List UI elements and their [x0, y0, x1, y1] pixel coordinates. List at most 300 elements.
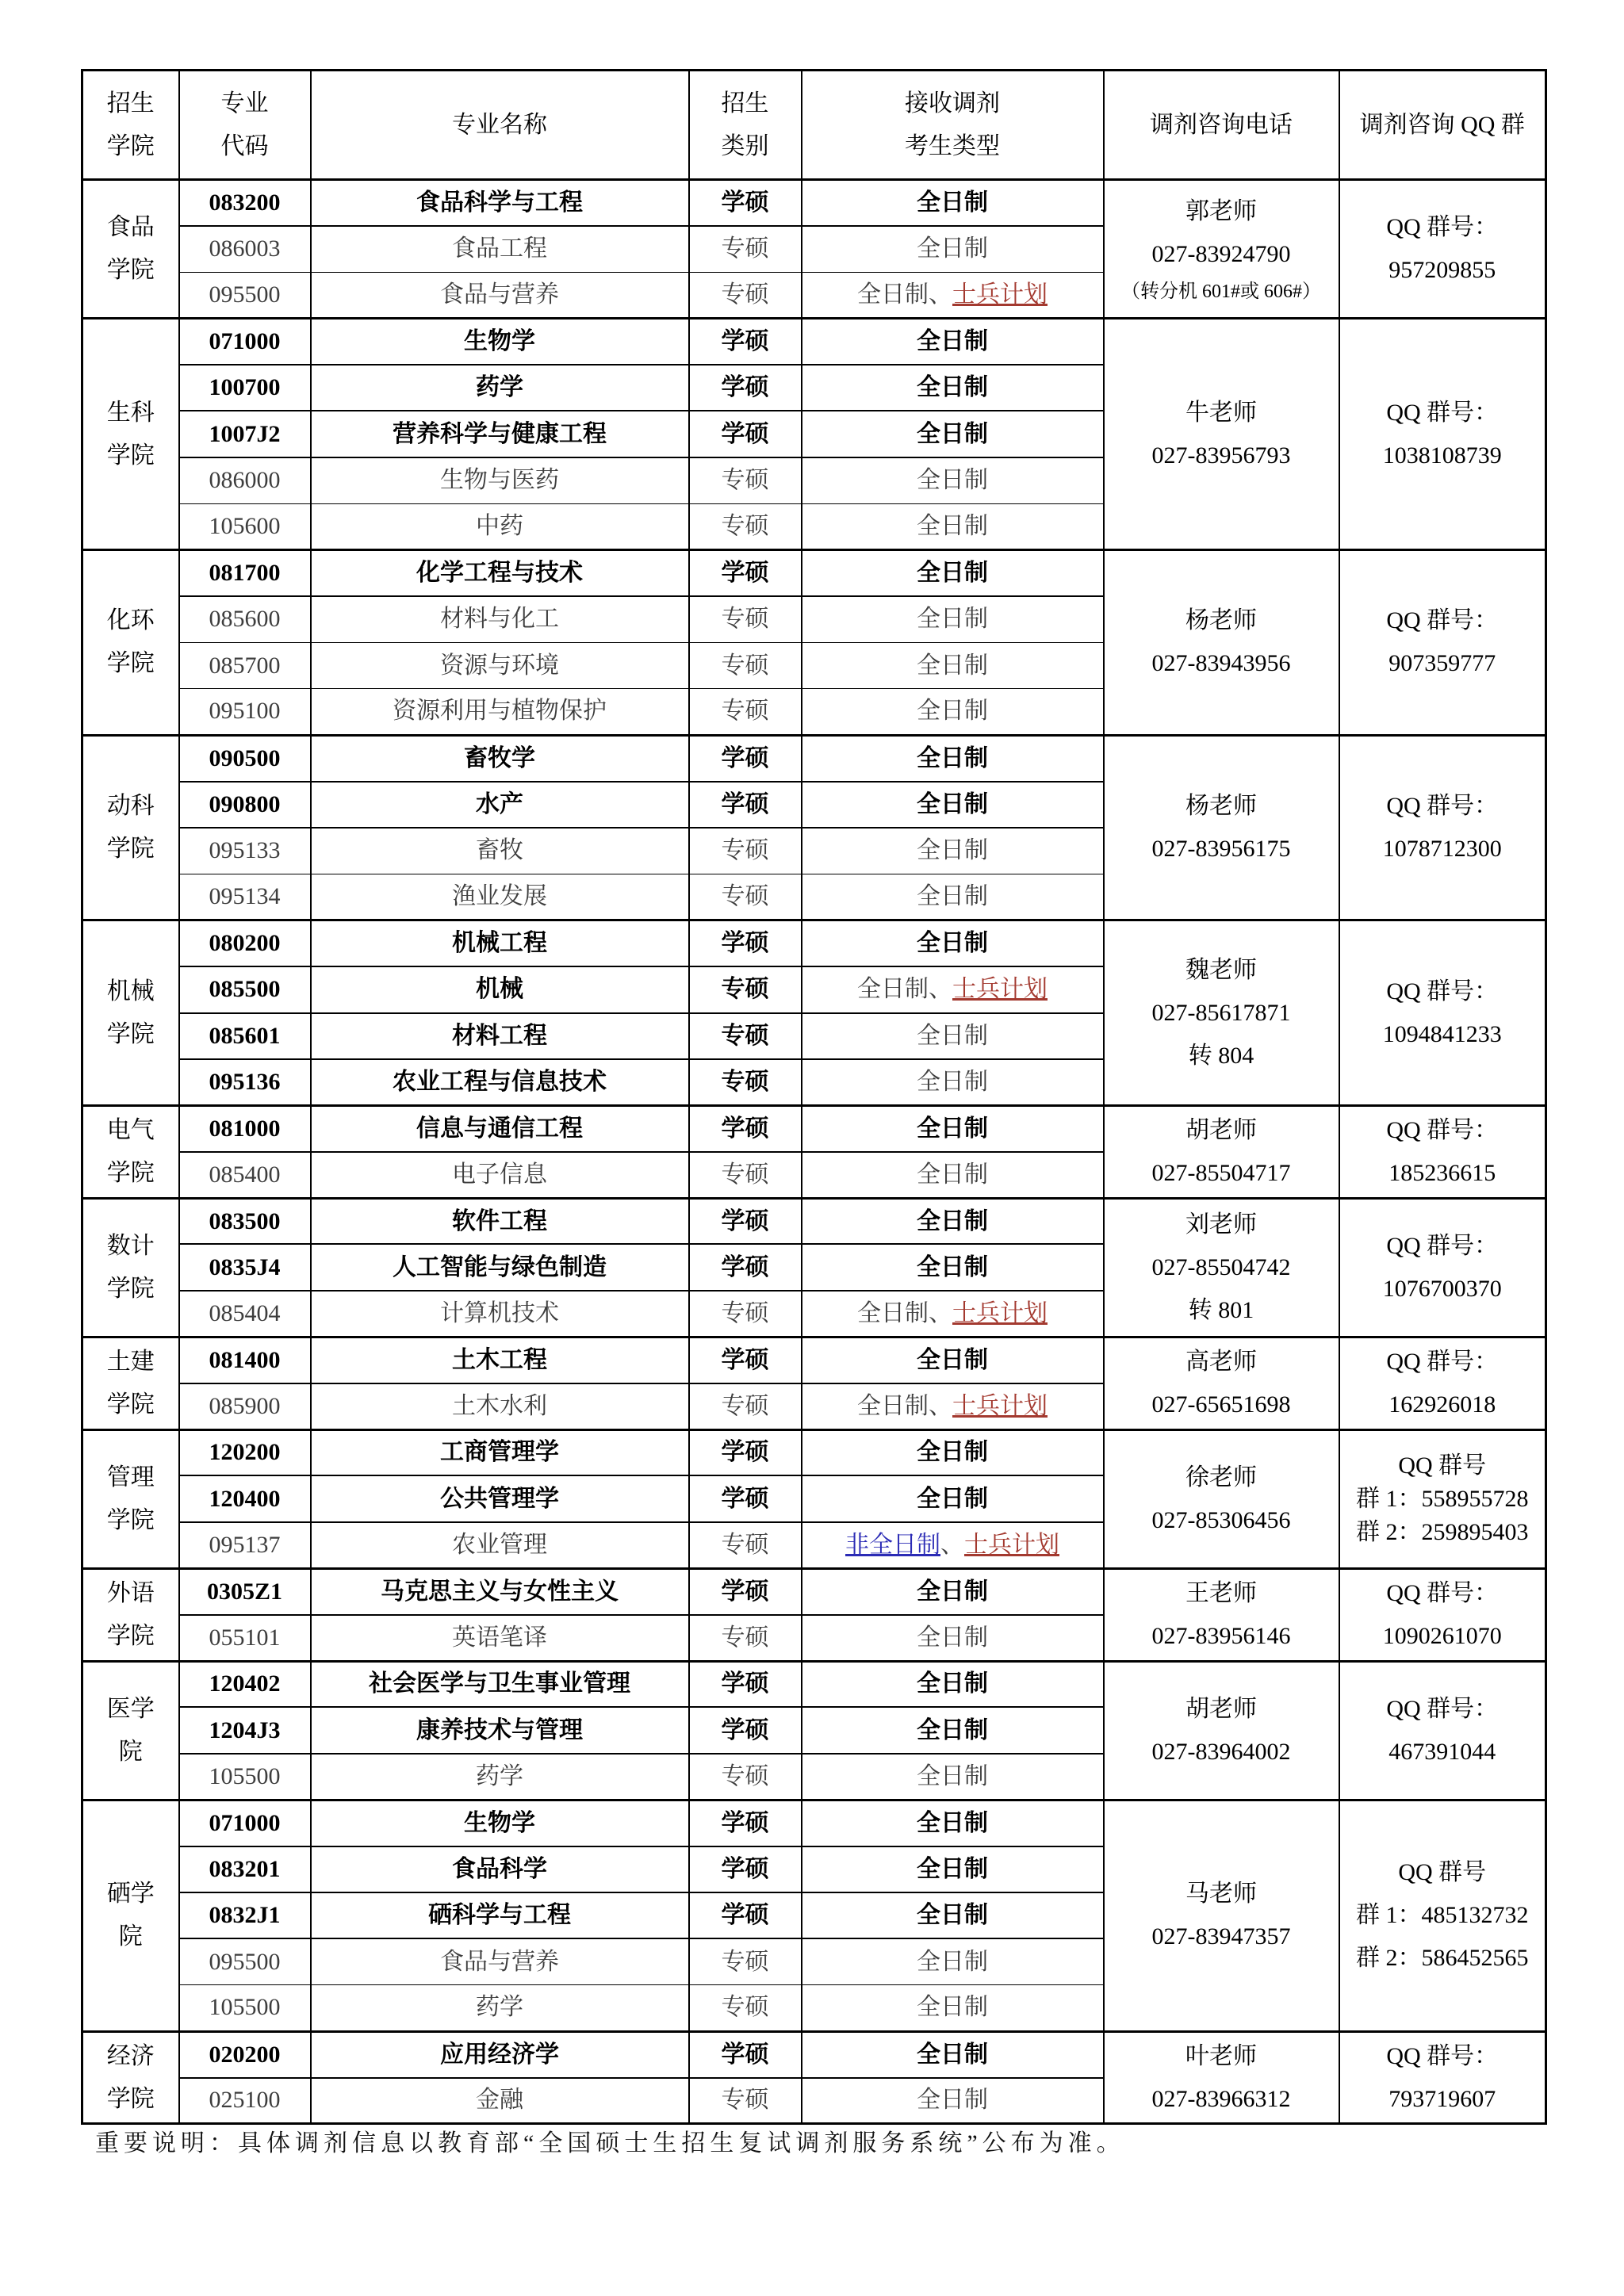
major-name: 软件工程: [311, 1198, 689, 1244]
admission-mode: [802, 1475, 1104, 1521]
major-category: 专硕: [689, 1615, 802, 1661]
major-name: 生物学: [311, 1800, 689, 1846]
qq-line: QQ 群号：: [1386, 1695, 1499, 1722]
major-code: 081000: [179, 1105, 311, 1151]
table-row: [82, 1800, 1546, 1846]
major-code: 083200: [179, 180, 311, 226]
college-name-line: 院: [118, 1923, 143, 1950]
major-code: 095134: [179, 874, 311, 920]
soldier-plan-link[interactable]: 士兵计划: [952, 976, 1048, 1003]
college-name-line: 院: [118, 1738, 143, 1765]
admission-mode: [802, 1013, 1104, 1059]
college-name-line: 学院: [106, 835, 155, 862]
major-name: 食品工程: [311, 226, 689, 272]
mode-text: 全日制: [917, 235, 988, 262]
header-qq-group: 调剂咨询 QQ 群: [1339, 71, 1546, 180]
major-code: 085601: [179, 1013, 311, 1059]
header-major-code: [179, 71, 311, 180]
header-admission-mode: [802, 71, 1104, 180]
college-name-line: 学院: [106, 442, 155, 469]
contact-line: 高老师: [1185, 1348, 1257, 1375]
major-name: 渔业发展: [311, 874, 689, 920]
major-code: 055101: [179, 1615, 311, 1661]
admission-mode: [802, 1754, 1104, 1800]
major-name: 水产: [311, 782, 689, 828]
major-category: 学硕: [689, 411, 802, 457]
admission-mode: [802, 1707, 1104, 1753]
contact-line: 027-83966312: [1151, 2085, 1291, 2112]
college-name-line: 学院: [106, 1020, 155, 1047]
qq-line: QQ 群号: [1398, 1859, 1487, 1886]
qq-cell: [1339, 550, 1546, 736]
college-name-line: 学院: [106, 1506, 155, 1533]
major-name: 公共管理学: [311, 1475, 689, 1521]
header-line: 学院: [106, 132, 155, 159]
admission-mode: [802, 2078, 1104, 2124]
major-code: 0835J4: [179, 1244, 311, 1290]
major-code: 083500: [179, 1198, 311, 1244]
qq-cell: [1339, 319, 1546, 550]
qq-line: 907359777: [1388, 650, 1496, 677]
major-category: 专硕: [689, 642, 802, 688]
major-code: 105600: [179, 503, 311, 549]
mode-text: 全日制: [917, 1762, 988, 1789]
major-code: 095133: [179, 828, 311, 874]
contact-cell: [1104, 319, 1339, 550]
qq-line: 467391044: [1388, 1738, 1496, 1765]
qq-cell: [1339, 920, 1546, 1106]
major-name: 金融: [311, 2078, 689, 2124]
mode-text: 全日制: [917, 1578, 988, 1605]
header-major-name: 专业名称: [311, 71, 689, 180]
major-code: 095100: [179, 689, 311, 735]
qq-cell: [1339, 180, 1546, 319]
major-code: 085900: [179, 1383, 311, 1429]
qq-cell: [1339, 1661, 1546, 1800]
admission-mode: [802, 550, 1104, 596]
major-code: 095137: [179, 1522, 311, 1568]
major-name: 机械工程: [311, 920, 689, 966]
mode-text: 全日制: [917, 1624, 988, 1651]
mode-text: 全日制、: [857, 976, 952, 1003]
contact-cell: [1104, 1800, 1339, 2031]
major-name: 中药: [311, 503, 689, 549]
contact-line: 胡老师: [1185, 1116, 1257, 1143]
major-category: 学硕: [689, 1661, 802, 1707]
contact-line: 027-85306456: [1151, 1506, 1291, 1533]
table-row: [82, 1105, 1546, 1151]
college-name-line: 经济: [106, 2042, 155, 2069]
admissions-table: [81, 69, 1547, 2125]
qq-cell: [1339, 1337, 1546, 1429]
mode-text: 全日制、: [857, 1392, 952, 1419]
college-name-line: 土建: [106, 1348, 155, 1375]
mode-text: 全日制: [917, 1253, 988, 1280]
major-category: 学硕: [689, 1892, 802, 1938]
major-category: 学硕: [689, 1707, 802, 1753]
mode-text: 全日制: [917, 883, 988, 910]
contact-cell: [1104, 735, 1339, 920]
contact-cell: [1104, 1429, 1339, 1568]
contact-line: 徐老师: [1185, 1464, 1257, 1490]
admission-mode: [802, 1244, 1104, 1290]
contact-cell: [1104, 1568, 1339, 1661]
college-cell: [82, 735, 179, 920]
major-category: 专硕: [689, 272, 802, 318]
qq-cell: [1339, 2031, 1546, 2124]
mode-text: 全日制: [917, 1485, 988, 1512]
contact-line: 027-83943956: [1151, 650, 1291, 677]
admission-mode: [802, 2031, 1104, 2077]
college-cell: [82, 1105, 179, 1198]
header-line: 招生: [721, 90, 769, 117]
college-name-line: 学院: [106, 1275, 155, 1302]
major-category: 学硕: [689, 920, 802, 966]
qq-cell: [1339, 1429, 1546, 1568]
qq-line: QQ 群号：: [1386, 1348, 1499, 1375]
major-code: 095500: [179, 272, 311, 318]
major-category: 学硕: [689, 365, 802, 411]
major-category: 学硕: [689, 319, 802, 365]
major-category: 专硕: [689, 1152, 802, 1198]
contact-cell: [1104, 920, 1339, 1106]
college-name-line: 学院: [106, 1391, 155, 1418]
header-phone: 调剂咨询电话: [1104, 71, 1339, 180]
admission-mode: [802, 689, 1104, 735]
major-category: 学硕: [689, 1568, 802, 1614]
admission-mode: [802, 735, 1104, 781]
admission-mode: [802, 1059, 1104, 1105]
major-name: 信息与通信工程: [311, 1105, 689, 1151]
soldier-plan-link[interactable]: 士兵计划: [964, 1531, 1059, 1558]
mode-text: 、: [940, 1531, 964, 1558]
major-name: 材料与化工: [311, 596, 689, 642]
contact-cell: [1104, 550, 1339, 736]
qq-line: 185236615: [1388, 1159, 1496, 1186]
header-line: 考生类型: [905, 132, 1000, 159]
major-category: 专硕: [689, 226, 802, 272]
mode-text: 全日制: [917, 1716, 988, 1743]
mode-text: 全日制: [917, 1809, 988, 1836]
college-cell: [82, 319, 179, 550]
mode-text: 全日制: [917, 606, 988, 633]
mode-text: 全日制: [917, 698, 988, 725]
contact-note: （转分机 601#或 606#）: [1121, 281, 1321, 303]
mode-text: 全日制: [917, 1439, 988, 1466]
header-row: [82, 71, 1546, 180]
admission-mode: [802, 457, 1104, 503]
college-name-line: 动科: [106, 792, 155, 819]
college-name-line: 学院: [106, 257, 155, 284]
qq-line: 162926018: [1388, 1391, 1496, 1418]
table-row: [82, 1198, 1546, 1244]
admission-mode: [802, 1291, 1104, 1337]
college-name-line: 电气: [106, 1116, 155, 1143]
major-category: 学硕: [689, 1475, 802, 1521]
major-category: 学硕: [689, 180, 802, 226]
major-name: 社会医学与卫生事业管理: [311, 1661, 689, 1707]
qq-cell: [1339, 1568, 1546, 1661]
qq-line: 1094841233: [1382, 1020, 1502, 1047]
mode-text: 全日制: [917, 420, 988, 447]
major-category: 学硕: [689, 1337, 802, 1383]
major-code: 085400: [179, 1152, 311, 1198]
major-category: 学硕: [689, 2031, 802, 2077]
major-category: 专硕: [689, 966, 802, 1012]
college-cell: [82, 920, 179, 1106]
college-cell: [82, 180, 179, 319]
college-name-line: 食品: [106, 214, 155, 241]
major-category: 专硕: [689, 2078, 802, 2124]
major-code: 1204J3: [179, 1707, 311, 1753]
admission-mode: [802, 1892, 1104, 1938]
major-name: 英语笔译: [311, 1615, 689, 1661]
major-name: 资源与环境: [311, 642, 689, 688]
major-code: 081400: [179, 1337, 311, 1383]
soldier-plan-link[interactable]: 士兵计划: [952, 1392, 1048, 1419]
major-code: 105500: [179, 1985, 311, 2031]
qq-line: 群 2：586452565: [1356, 1945, 1529, 1972]
college-name-line: 管理: [106, 1464, 155, 1490]
header-line: 类别: [721, 132, 769, 159]
header-line: 专业: [220, 90, 269, 117]
mode-text: 全日制: [917, 790, 988, 817]
major-name: 农业管理: [311, 1522, 689, 1568]
contact-line: 027-85617871: [1151, 999, 1291, 1026]
contact-line: 魏老师: [1185, 956, 1257, 983]
admission-mode: [802, 365, 1104, 411]
contact-line: 027-83964002: [1151, 1738, 1291, 1765]
contact-line: 027-85504717: [1151, 1159, 1291, 1186]
college-cell: [82, 550, 179, 736]
major-code: 085700: [179, 642, 311, 688]
contact-line: 027-83924790: [1151, 241, 1291, 268]
admission-mode: [802, 1105, 1104, 1151]
major-name: 土木水利: [311, 1383, 689, 1429]
major-category: 专硕: [689, 1522, 802, 1568]
contact-line: 027-83956793: [1151, 442, 1291, 469]
table-row: [82, 180, 1546, 226]
table-row: [82, 1337, 1546, 1383]
major-name: 生物学: [311, 319, 689, 365]
mode-text: 全日制: [917, 1670, 988, 1697]
mode-text: 全日制: [917, 837, 988, 864]
admission-mode: [802, 1800, 1104, 1846]
admission-mode: [802, 1846, 1104, 1892]
major-category: 专硕: [689, 1013, 802, 1059]
admission-mode: [802, 180, 1104, 226]
admission-mode: [802, 1938, 1104, 1984]
college-cell: [82, 1337, 179, 1429]
contact-cell: [1104, 1661, 1339, 1800]
major-code: 0832J1: [179, 1892, 311, 1938]
header-college: [82, 71, 179, 180]
mode-text: 全日制: [917, 1994, 988, 2021]
mode-text: 全日制: [917, 512, 988, 539]
admission-mode: [802, 1615, 1104, 1661]
college-name-line: 数计: [106, 1232, 155, 1259]
college-name-line: 机械: [106, 978, 155, 1004]
admission-mode: [802, 1429, 1104, 1475]
soldier-plan-link[interactable]: 士兵计划: [952, 281, 1048, 308]
admission-mode: [802, 782, 1104, 828]
mode-text: 全日制: [917, 1948, 988, 1975]
major-category: 专硕: [689, 457, 802, 503]
major-code: 120200: [179, 1429, 311, 1475]
major-code: 090800: [179, 782, 311, 828]
admission-mode: [802, 272, 1104, 318]
major-code: 020200: [179, 2031, 311, 2077]
header-line: 招生: [106, 90, 155, 117]
major-name: 农业工程与信息技术: [311, 1059, 689, 1105]
admission-mode: [802, 966, 1104, 1012]
header-line: 接收调剂: [905, 90, 1000, 117]
admission-mode: [802, 319, 1104, 365]
contact-line: 转 801: [1188, 1296, 1254, 1323]
college-name-line: 学院: [106, 2085, 155, 2112]
major-category: 专硕: [689, 1985, 802, 2031]
mode-text: 全日制: [917, 1161, 988, 1188]
qq-cell: [1339, 735, 1546, 920]
major-code: 1007J2: [179, 411, 311, 457]
major-code: 095136: [179, 1059, 311, 1105]
contact-line: 牛老师: [1185, 399, 1257, 426]
contact-line: 027-85504742: [1151, 1253, 1291, 1280]
major-name: 马克思主义与女性主义: [311, 1568, 689, 1614]
major-category: 学硕: [689, 782, 802, 828]
major-category: 学硕: [689, 735, 802, 781]
major-category: 学硕: [689, 1105, 802, 1151]
major-code: 071000: [179, 1800, 311, 1846]
major-category: 专硕: [689, 874, 802, 920]
major-category: 学硕: [689, 1429, 802, 1475]
major-category: 专硕: [689, 1754, 802, 1800]
soldier-plan-link[interactable]: 士兵计划: [952, 1299, 1048, 1326]
contact-line: 027-83956175: [1151, 835, 1291, 862]
contact-line: 郭老师: [1185, 198, 1257, 225]
admission-mode: [802, 1337, 1104, 1383]
mode-text: 全日制: [917, 1855, 988, 1882]
college-name-line: 医学: [106, 1695, 155, 1722]
major-category: 学硕: [689, 1198, 802, 1244]
major-code: 0305Z1: [179, 1568, 311, 1614]
contact-line: 王老师: [1185, 1579, 1257, 1606]
college-name-line: 硒学: [106, 1881, 155, 1908]
major-name: 药学: [311, 1754, 689, 1800]
major-category: 专硕: [689, 828, 802, 874]
major-category: 专硕: [689, 1938, 802, 1984]
major-name: 工商管理学: [311, 1429, 689, 1475]
admission-mode: [802, 874, 1104, 920]
major-code: 120400: [179, 1475, 311, 1521]
major-name: 药学: [311, 365, 689, 411]
table-row: [82, 1568, 1546, 1614]
major-name: 材料工程: [311, 1013, 689, 1059]
major-category: 专硕: [689, 1059, 802, 1105]
mode-text: 全日制: [917, 2087, 988, 2114]
major-code: 085404: [179, 1291, 311, 1337]
major-code: 083201: [179, 1846, 311, 1892]
major-name: 食品与营养: [311, 1938, 689, 1984]
table-row: [82, 920, 1546, 966]
qq-line: 1090261070: [1382, 1622, 1502, 1649]
major-code: 085500: [179, 966, 311, 1012]
admission-mode: [802, 1152, 1104, 1198]
qq-line: QQ 群号：: [1386, 1116, 1499, 1143]
college-cell: [82, 1198, 179, 1337]
qq-line: QQ 群号：: [1386, 214, 1499, 241]
qq-line: QQ 群号：: [1386, 1232, 1499, 1259]
qq-line: 群 2：259895403: [1356, 1518, 1529, 1545]
major-category: 学硕: [689, 550, 802, 596]
admission-mode: [802, 411, 1104, 457]
table-row: [82, 1429, 1546, 1475]
qq-line: 1076700370: [1382, 1275, 1502, 1302]
header-category: [689, 71, 802, 180]
major-name: 硒科学与工程: [311, 1892, 689, 1938]
major-code: 086000: [179, 457, 311, 503]
part-time-link[interactable]: 非全日制: [845, 1531, 940, 1558]
major-name: 生物与医药: [311, 457, 689, 503]
qq-line: QQ 群号：: [1386, 1579, 1499, 1606]
college-name-line: 化环: [106, 607, 155, 634]
major-code: 086003: [179, 226, 311, 272]
major-code: 105500: [179, 1754, 311, 1800]
admission-mode: [802, 1568, 1104, 1614]
mode-text: 全日制: [917, 652, 988, 679]
footnote: 重要说明：具体调剂信息以教育部“全国硕士生招生复试调剂服务系统”公布为准。: [95, 2130, 1125, 2156]
qq-line: QQ 群号：: [1386, 978, 1499, 1004]
college-name-line: 外语: [106, 1579, 155, 1606]
qq-line: QQ 群号：: [1386, 399, 1499, 426]
contact-line: 杨老师: [1185, 792, 1257, 819]
college-cell: [82, 1661, 179, 1800]
major-code: 090500: [179, 735, 311, 781]
major-code: 025100: [179, 2078, 311, 2124]
admission-mode: [802, 1985, 1104, 2031]
qq-cell: [1339, 1800, 1546, 2031]
major-category: 专硕: [689, 689, 802, 735]
major-code: 080200: [179, 920, 311, 966]
college-cell: [82, 1568, 179, 1661]
qq-line: QQ 群号：: [1386, 607, 1499, 634]
mode-text: 全日制: [917, 1115, 988, 1142]
major-category: 专硕: [689, 1383, 802, 1429]
qq-cell: [1339, 1105, 1546, 1198]
college-name-line: 学院: [106, 650, 155, 677]
qq-line: 1038108739: [1382, 442, 1502, 469]
qq-line: 群 1：558955728: [1356, 1485, 1529, 1512]
college-cell: [82, 1800, 179, 2031]
qq-line: 群 1：485132732: [1356, 1902, 1529, 1929]
contact-cell: [1104, 1198, 1339, 1337]
table-row: [82, 2031, 1546, 2077]
major-code: 071000: [179, 319, 311, 365]
contact-line: 杨老师: [1185, 607, 1257, 634]
qq-line: 793719607: [1388, 2085, 1496, 2112]
college-name-line: 生科: [106, 399, 155, 426]
qq-line: 957209855: [1388, 257, 1496, 284]
qq-line: QQ 群号：: [1386, 792, 1499, 819]
major-name: 畜牧学: [311, 735, 689, 781]
major-name: 应用经济学: [311, 2031, 689, 2077]
major-name: 食品科学与工程: [311, 180, 689, 226]
major-code: 081700: [179, 550, 311, 596]
admission-mode: [802, 642, 1104, 688]
contact-line: 马老师: [1185, 1881, 1257, 1908]
college-name-line: 学院: [106, 1622, 155, 1649]
qq-cell: [1339, 1198, 1546, 1337]
